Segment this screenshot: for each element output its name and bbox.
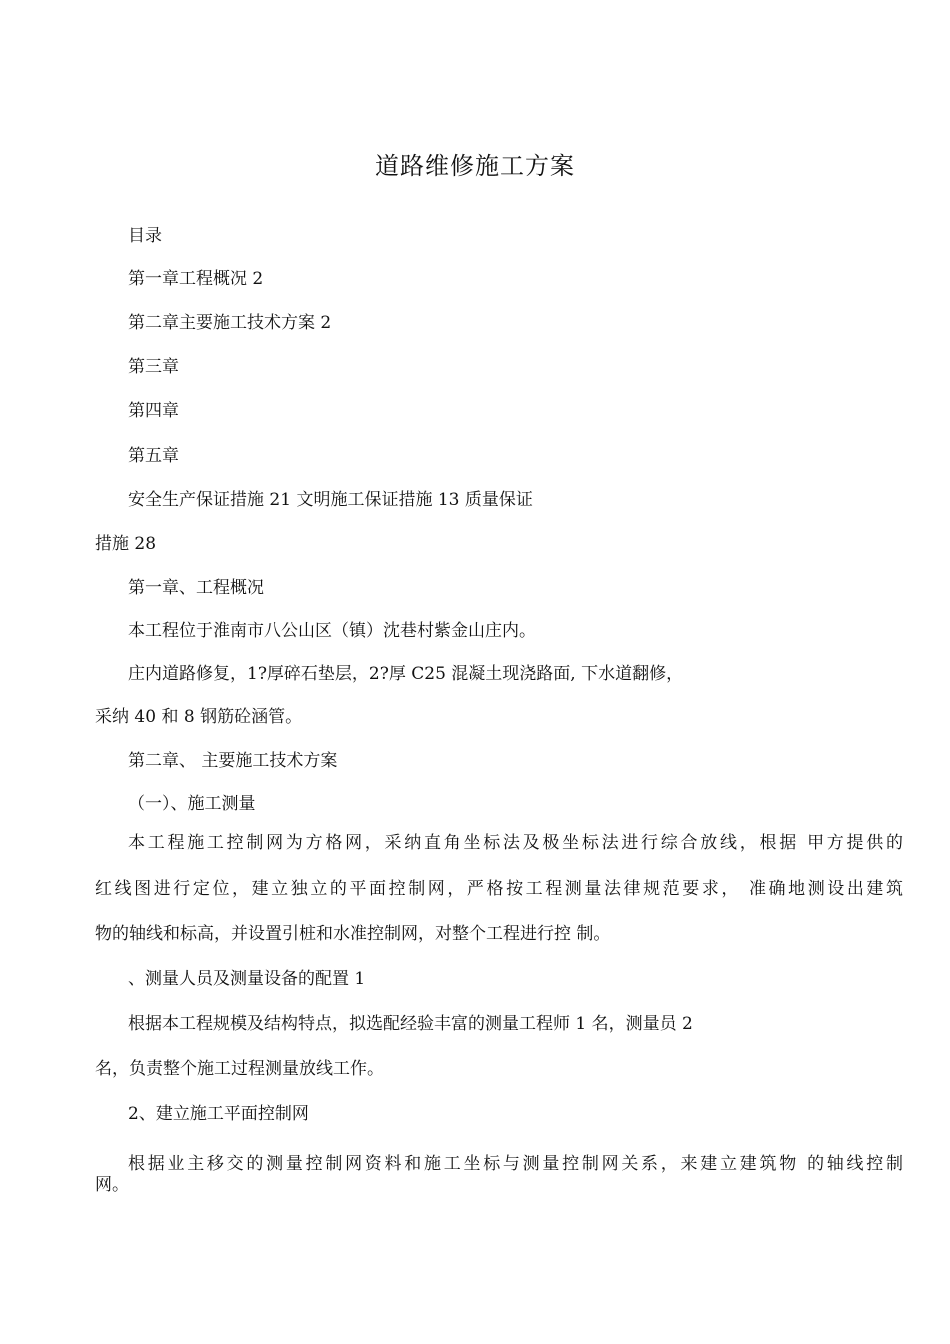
paragraph-line: 物的轴线和标高，并设置引桩和水准控制网，对整个工程进行控 制。 — [95, 924, 611, 944]
paragraph-line: 根据本工程规模及结构特点，拟选配经验丰富的测量工程师 1 名，测量员 2 — [128, 1014, 693, 1034]
chapter-heading: 第二章、 主要施工技术方案 — [128, 751, 338, 771]
paragraph-line: 网。 — [95, 1175, 129, 1195]
paragraph-line: 本工程施工控制网为方格网，采纳直角坐标法及极坐标法进行综合放线，根据 甲方提供的 — [128, 833, 903, 853]
toc-item: 第三章 — [128, 357, 179, 377]
paragraph-line: 庄内道路修复，1?厚碎石垫层，2?厚 C25 混凝土现浇路面, 下水道翻修， — [128, 664, 684, 684]
toc-tail-line: 安全生产保证措施 21 文明施工保证措施 13 质量保证 — [128, 490, 533, 510]
toc-item: 第二章主要施工技术方案 2 — [128, 313, 332, 333]
toc-item: 第四章 — [128, 401, 179, 421]
paragraph-line: 名，负责整个施工过程测量放线工作。 — [95, 1059, 384, 1079]
subsection-heading: 、测量人员及测量设备的配置 1 — [128, 969, 366, 989]
toc-item: 第五章 — [128, 446, 179, 466]
paragraph-line: 本工程位于淮南市八公山区（镇）沈巷村紫金山庄内。 — [128, 621, 536, 641]
chapter-heading: 第一章、工程概况 — [128, 578, 264, 598]
paragraph-line: 根据业主移交的测量控制网资料和施工坐标与测量控制网关系，来建立建筑物 的轴线控制 — [128, 1154, 903, 1174]
document-title: 道路维修施工方案 — [375, 152, 575, 180]
paragraph-line: 红线图进行定位，建立独立的平面控制网，严格按工程测量法律规范要求， 准确地测设出建筑 — [95, 879, 903, 899]
paragraph-line: 采纳 40 和 8 钢筋砼涵管。 — [95, 707, 303, 727]
section-heading: （一）、施工测量 — [128, 794, 256, 814]
subsection-heading: 2、建立施工平面控制网 — [128, 1104, 309, 1124]
toc-heading: 目录 — [128, 226, 162, 246]
toc-tail-line: 措施 28 — [95, 534, 157, 554]
toc-item: 第一章工程概况 2 — [128, 269, 264, 289]
